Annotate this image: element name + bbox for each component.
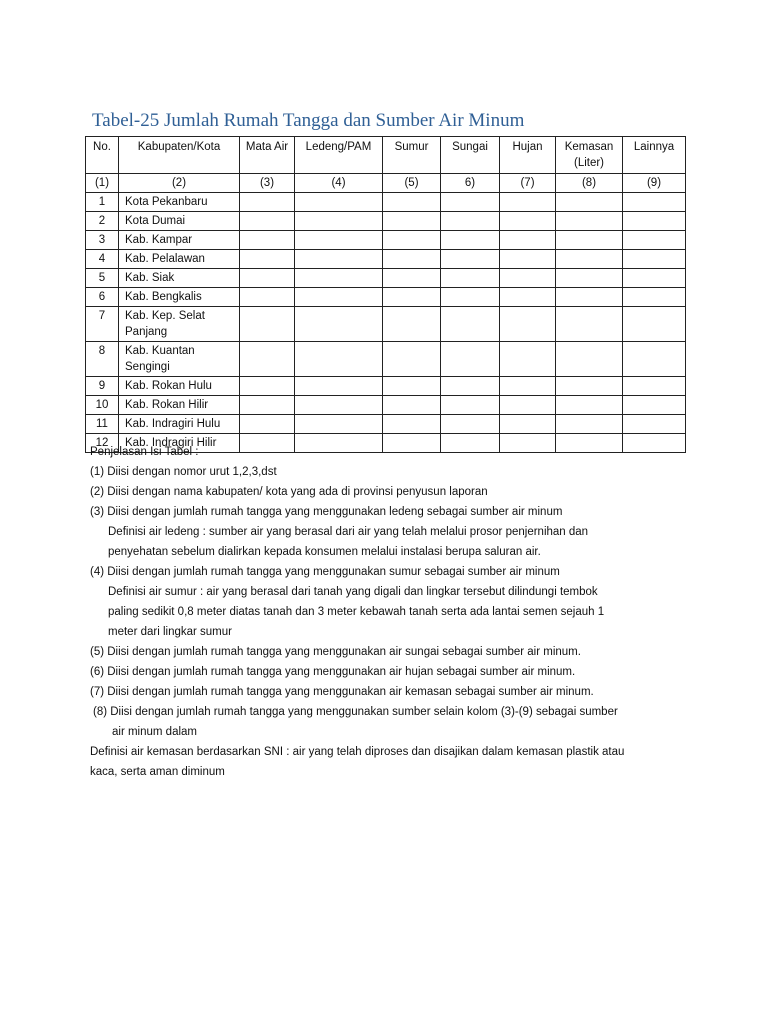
note-item: (1) Diisi dengan nomor urut 1,2,3,dst — [90, 466, 277, 478]
col-header-lainnya: Lainnya — [623, 137, 686, 174]
kabupaten-name: Kota Pekanbaru — [119, 193, 240, 212]
empty-cell — [441, 250, 500, 269]
col-header-no: No. — [86, 137, 119, 174]
kabupaten-name: Kota Dumai — [119, 212, 240, 231]
empty-cell — [500, 415, 556, 434]
row-number: 1 — [86, 193, 119, 212]
empty-cell — [500, 212, 556, 231]
empty-cell — [383, 269, 441, 288]
empty-cell — [441, 193, 500, 212]
kabupaten-name: Kab. Kuantan Sengingi — [119, 342, 240, 377]
row-number: 8 — [86, 342, 119, 377]
kabupaten-name: Kab. Indragiri Hilir — [119, 434, 240, 453]
row-number: 2 — [86, 212, 119, 231]
empty-cell — [383, 250, 441, 269]
row-number: 10 — [86, 396, 119, 415]
col-header-mata-air: Mata Air — [240, 137, 295, 174]
data-table — [85, 136, 686, 453]
table-row — [86, 377, 686, 396]
empty-cell — [240, 193, 295, 212]
empty-cell — [240, 231, 295, 250]
empty-cell — [441, 307, 500, 342]
empty-cell — [383, 415, 441, 434]
empty-cell — [383, 396, 441, 415]
empty-cell — [295, 288, 383, 307]
empty-cell — [623, 269, 686, 288]
empty-cell — [500, 250, 556, 269]
empty-cell — [441, 231, 500, 250]
empty-cell — [556, 212, 623, 231]
col-number: (3) — [240, 174, 295, 193]
col-number: (4) — [295, 174, 383, 193]
empty-cell — [240, 377, 295, 396]
col-header-ledeng: Ledeng/PAM — [295, 137, 383, 174]
kabupaten-name: Kab. Pelalawan — [119, 250, 240, 269]
header-row — [86, 137, 686, 174]
empty-cell — [623, 250, 686, 269]
table-row — [86, 269, 686, 288]
note-item: (4) Diisi dengan jumlah rumah tangga yang menggunakan sumur sebagai sumber air minum — [90, 566, 560, 578]
col-number: (2) — [119, 174, 240, 193]
table-row — [86, 307, 686, 342]
empty-cell — [383, 342, 441, 377]
empty-cell — [240, 307, 295, 342]
empty-cell — [500, 231, 556, 250]
row-number: 9 — [86, 377, 119, 396]
col-header-kemasan: Kemasan (Liter) — [556, 137, 623, 174]
empty-cell — [295, 193, 383, 212]
empty-cell — [500, 307, 556, 342]
empty-cell — [556, 231, 623, 250]
empty-cell — [441, 269, 500, 288]
empty-cell — [295, 415, 383, 434]
empty-cell — [500, 377, 556, 396]
empty-cell — [556, 396, 623, 415]
empty-cell — [623, 288, 686, 307]
row-number: 4 — [86, 250, 119, 269]
empty-cell — [556, 269, 623, 288]
kabupaten-name: Kab. Indragiri Hulu — [119, 415, 240, 434]
empty-cell — [383, 288, 441, 307]
kabupaten-name: Kab. Kampar — [119, 231, 240, 250]
note-definition: paling sedikit 0,8 meter diatas tanah dan 3 meter kebawah tanah serta ada lantai semen sejauh 1 — [108, 606, 605, 618]
note-item: (2) Diisi dengan nama kabupaten/ kota yang ada di provinsi penyusun laporan — [90, 486, 488, 498]
empty-cell — [556, 193, 623, 212]
empty-cell — [500, 288, 556, 307]
row-number: 11 — [86, 415, 119, 434]
row-number: 6 — [86, 288, 119, 307]
empty-cell — [383, 377, 441, 396]
empty-cell — [556, 250, 623, 269]
empty-cell — [295, 307, 383, 342]
empty-cell — [295, 342, 383, 377]
table-row — [86, 250, 686, 269]
empty-cell — [240, 396, 295, 415]
note-item: (6) Diisi dengan jumlah rumah tangga yang menggunakan air hujan sebagai sumber air minum. — [90, 666, 576, 678]
empty-cell — [441, 415, 500, 434]
kabupaten-name: Kab. Kep. Selat Panjang — [119, 307, 240, 342]
col-number: (5) — [383, 174, 441, 193]
empty-cell — [556, 415, 623, 434]
note-item: (8) Diisi dengan jumlah rumah tangga yang menggunakan sumber selain kolom (3)-(9) sebagai sumber — [93, 706, 618, 718]
empty-cell — [623, 212, 686, 231]
col-number: 6) — [441, 174, 500, 193]
empty-cell — [623, 342, 686, 377]
table-row — [86, 415, 686, 434]
kemasan-definition: kaca, serta aman diminum — [90, 766, 225, 778]
empty-cell — [556, 342, 623, 377]
table-body — [86, 193, 686, 453]
empty-cell — [500, 193, 556, 212]
col-header-kabupaten: Kabupaten/Kota — [119, 137, 240, 174]
empty-cell — [383, 307, 441, 342]
table-row — [86, 212, 686, 231]
kabupaten-name: Kab. Rokan Hulu — [119, 377, 240, 396]
empty-cell — [500, 342, 556, 377]
table-row — [86, 342, 686, 377]
empty-cell — [240, 342, 295, 377]
col-number: (9) — [623, 174, 686, 193]
col-number: (8) — [556, 174, 623, 193]
col-header-sungai: Sungai — [441, 137, 500, 174]
empty-cell — [441, 342, 500, 377]
empty-cell — [500, 396, 556, 415]
empty-cell — [295, 212, 383, 231]
empty-cell — [295, 231, 383, 250]
note-continuation: air minum dalam — [112, 726, 197, 738]
kabupaten-name: Kab. Rokan Hilir — [119, 396, 240, 415]
table-title: Tabel-25 Jumlah Rumah Tangga dan Sumber Air Minum — [92, 110, 525, 131]
kemasan-definition: Definisi air kemasan berdasarkan SNI : air yang telah diproses dan disajikan dalam kemasan plastik atau — [90, 746, 625, 758]
table-row — [86, 288, 686, 307]
empty-cell — [623, 193, 686, 212]
empty-cell — [240, 250, 295, 269]
empty-cell — [240, 415, 295, 434]
note-definition: penyehatan sebelum dialirkan kepada konsumen melalui instalasi berupa saluran air. — [108, 546, 541, 558]
table-row — [86, 231, 686, 250]
empty-cell — [623, 377, 686, 396]
col-number: (1) — [86, 174, 119, 193]
empty-cell — [240, 269, 295, 288]
empty-cell — [556, 288, 623, 307]
row-number: 5 — [86, 269, 119, 288]
notes-heading: Penjelasan Isi Tabel : — [90, 446, 199, 458]
empty-cell — [441, 377, 500, 396]
empty-cell — [556, 377, 623, 396]
empty-cell — [295, 377, 383, 396]
kabupaten-name: Kab. Siak — [119, 269, 240, 288]
row-number: 7 — [86, 307, 119, 342]
note-item: (7) Diisi dengan jumlah rumah tangga yang menggunakan air kemasan sebagai sumber air minum. — [90, 686, 594, 698]
empty-cell — [383, 212, 441, 231]
row-number: 12 — [86, 434, 119, 453]
col-number: (7) — [500, 174, 556, 193]
row-number: 3 — [86, 231, 119, 250]
table-explanation — [90, 442, 690, 782]
empty-cell — [623, 396, 686, 415]
column-number-row — [86, 174, 686, 193]
empty-cell — [295, 269, 383, 288]
table-row — [86, 396, 686, 415]
empty-cell — [441, 212, 500, 231]
note-definition: Definisi air ledeng : sumber air yang berasal dari air yang telah melalui prosor penjernihan dan — [108, 526, 589, 538]
empty-cell — [556, 307, 623, 342]
kabupaten-name: Kab. Bengkalis — [119, 288, 240, 307]
empty-cell — [441, 288, 500, 307]
empty-cell — [240, 212, 295, 231]
note-item: (3) Diisi dengan jumlah rumah tangga yang menggunakan ledeng sebagai sumber air minum — [90, 506, 563, 518]
empty-cell — [383, 231, 441, 250]
col-header-hujan: Hujan — [500, 137, 556, 174]
table-row — [86, 193, 686, 212]
col-header-sumur: Sumur — [383, 137, 441, 174]
note-definition: meter dari lingkar sumur — [108, 626, 232, 638]
note-item: (5) Diisi dengan jumlah rumah tangga yang menggunakan air sungai sebagai sumber air minum. — [90, 646, 581, 658]
empty-cell — [500, 269, 556, 288]
empty-cell — [623, 231, 686, 250]
empty-cell — [295, 250, 383, 269]
empty-cell — [623, 415, 686, 434]
empty-cell — [295, 396, 383, 415]
empty-cell — [441, 396, 500, 415]
empty-cell — [240, 288, 295, 307]
empty-cell — [623, 307, 686, 342]
empty-cell — [383, 193, 441, 212]
note-definition: Definisi air sumur : air yang berasal dari tanah yang digali dan lingkar tersebut dilindungi tembok — [108, 586, 598, 598]
